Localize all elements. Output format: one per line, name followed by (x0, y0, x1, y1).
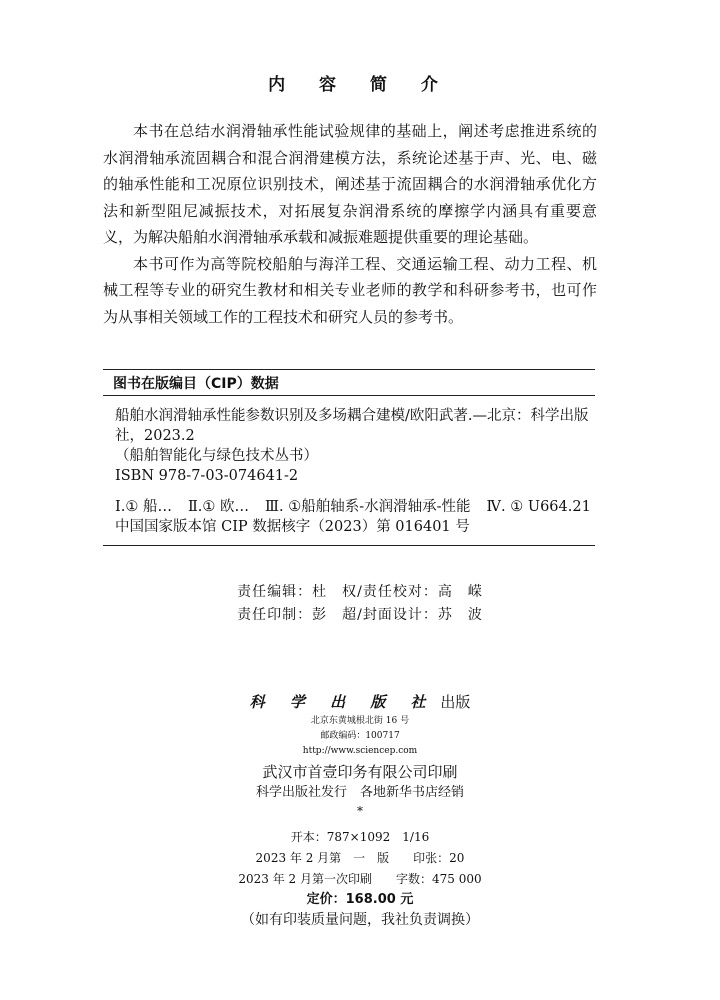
editor-credits (0, 581, 720, 627)
cip-classification (115, 497, 595, 517)
cip-heading: 图书在版编目（CIP）数据 (113, 376, 279, 392)
cip-class-item: Ⅰ.① 船… (115, 499, 172, 515)
distribution-line: 科学出版社发行 各地新华书店经销 (255, 785, 464, 800)
spec-printing: 2023 年 2 月第一次印刷 字数：475 000 (238, 872, 482, 886)
cip-isbn: ISBN 978-7-03-074641-2 (115, 468, 299, 484)
page-title: 内 容 简 介 (268, 75, 452, 95)
summary-paragraph: 本书可作为高等院校船舶与海洋工程、交通运输工程、动力工程、机械工程等专业的研究生教材和相关专业老师的教学和科研参考书，也可作为从事相关领域工作的工程技术和研究人员的参考书。 (103, 254, 597, 326)
editor-line: 责任编辑：杜 权/责任校对：高 嵘 (237, 584, 483, 600)
publisher-block (0, 690, 720, 930)
cip-class-item: Ⅲ. ①船舶轴系-水润滑轴承-性能 (265, 499, 471, 515)
cip-data-box (103, 369, 595, 546)
book-specs (0, 827, 720, 890)
cip-body (103, 396, 595, 545)
publisher-postcode: 邮政编码：100717 (320, 731, 400, 741)
summary-paragraph: 本书在总结水润滑轴承性能试验规律的基础上，阐述考虑推进系统的水润滑轴承流固耦合和混合润滑建模方法，系统论述基于声、光、电、磁的轴承性能和工况原位识别技术，阐述基于流固耦合的水润滑轴承优化方法和新型阻尼减振技术，对拓展复杂润滑系统的摩擦学内涵具有重要意义，为解决船舶水润滑轴承承载和减振难题提供重要的理论基础。 (103, 122, 597, 246)
cip-class-item: Ⅳ. ① U664.21 (486, 499, 591, 515)
publisher-address: 北京东黄城根北街 16 号 (310, 716, 410, 726)
spec-edition: 2023 年 2 月第 一 版 印张：20 (255, 851, 465, 865)
editor-line: 责任印制：彭 超/封面设计：苏 波 (237, 607, 483, 623)
publisher-website: http://www.sciencep.com (302, 746, 418, 756)
publisher-name: 科 学 出 版 社 (249, 693, 436, 711)
separator-star: * (357, 804, 363, 818)
content-summary (103, 118, 597, 330)
cip-record-number: 中国国家版本馆 CIP 数据核字（2023）第 016401 号 (115, 519, 470, 535)
book-price: 定价：168.00 元 (306, 892, 414, 907)
cip-series: （船舶智能化与绿色技术丛书） (115, 448, 318, 464)
cip-entry: 船舶水润滑轴承性能参数识别及多场耦合建模/欧阳武著.—北京：科学出版社，2023.2 (115, 408, 589, 444)
spec-format: 开本：787×1092 1/16 (290, 830, 430, 844)
cip-class-item: Ⅱ.① 欧… (187, 499, 250, 515)
printer-name: 武汉市首壹印务有限公司印刷 (262, 763, 458, 781)
quality-notice: （如有印装质量问题，我社负责调换） (241, 912, 479, 928)
publisher-line (0, 690, 720, 714)
publisher-suffix: 出版 (440, 693, 471, 711)
